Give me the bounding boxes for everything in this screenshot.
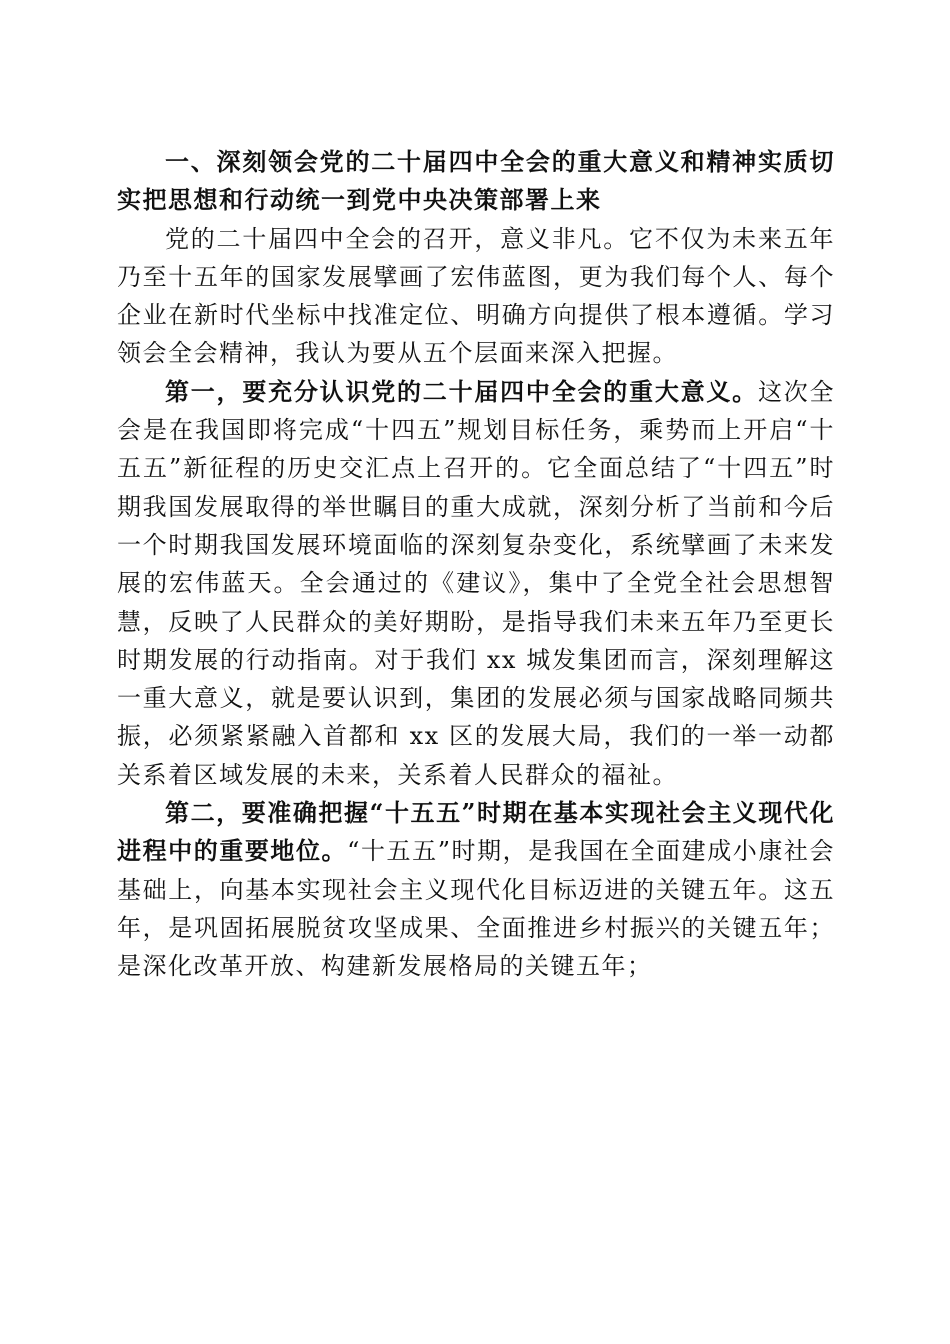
paragraph-lead: 第一，要充分认识党的二十届四中全会的重大意义。 (165, 376, 758, 406)
paragraph-text: “十五五”时期，是我国在全面建成小康社会基础上，向基本实现社会主义现代化目标迈进的关键五年。这五年，是巩固拓展脱贫攻坚成果、全面推进乡村振兴的关键五年；是深化改革开放、构建新发展格局的关键五年； (117, 837, 836, 981)
paragraph-second-point (117, 794, 835, 985)
section-heading: 一、深刻领会党的二十届四中全会的重大意义和精神实质切实把思想和行动统一到党中央决策部署上来 (117, 147, 835, 215)
document-body (117, 143, 835, 986)
paragraph-text: 这次全会是在我国即将完成“十四五”规划目标任务，乘势而上开启“十五五”新征程的历史交汇点上召开的。它全面总结了“十四五”时期我国发展取得的举世瞩目的重大成就，深刻分析了当前和今后一个时期我国发展环境面临的深刻复杂变化，系统擘画了未来发展的宏伟蓝天。全会通过的《建议》，集中了全党全社会思想智慧，反映了人民群众的美好期盼，是指导我们未来五年乃至更长时期发展的行动指南。对于我们 xx 城发集团而言，深刻理解这一重大意义，就是要认识到，集团的发展必须与国家战略同频共振，必须紧紧融入首都和 xx 区的发展大局，我们的一举一动都关系着区域发展的未来，关系着人民群众的福祉。 (117, 377, 836, 789)
paragraph-first-point (117, 373, 835, 794)
paragraph-text: 党的二十届四中全会的召开，意义非凡。它不仅为未来五年乃至十五年的国家发展擘画了宏伟蓝图，更为我们每个人、每个企业在新时代坐标中找准定位、明确方向提供了根本遵循。学习领会全会精神，我认为要从五个层面来深入把握。 (117, 224, 835, 368)
paragraph-intro (117, 220, 835, 373)
paragraph-lead: 第二，要准确把握“十五五”时期在基本实现社会主义现代化进程中的重要地位。 (117, 798, 835, 866)
